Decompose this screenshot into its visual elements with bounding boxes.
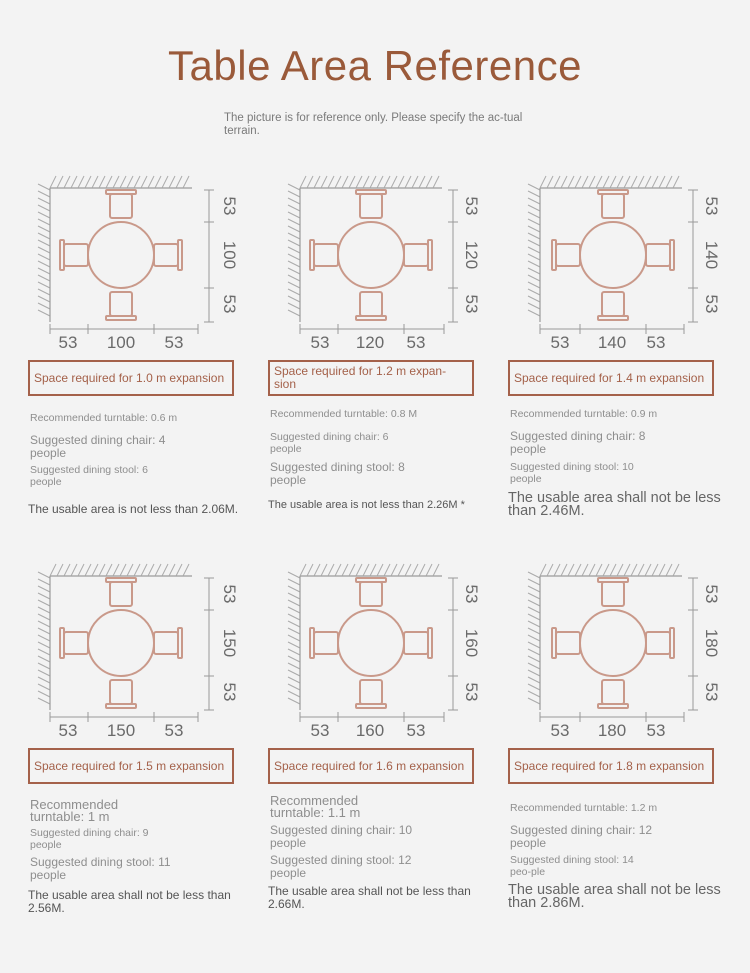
dim-middle: 160 (462, 628, 481, 658)
dim-middle: 150 (220, 628, 239, 658)
wall-hatching-left (528, 572, 540, 704)
wall-hatching-top (50, 176, 189, 188)
dim-center: 140 (597, 333, 627, 352)
stool-spec: Suggested dining stool: 11 people (30, 855, 171, 882)
turntable-spec: Recommended turntable: 0.6 m (30, 412, 178, 424)
wall-hatching-top (50, 564, 189, 576)
dim-top: 53 (220, 584, 239, 604)
stool-spec: Suggested dining stool: 8 people (270, 460, 405, 487)
dining-table-icon (310, 190, 432, 320)
space-required-label: Space required for 1.4 m expansion (508, 360, 714, 396)
stool-spec: Suggested dining stool: 14 peo-ple (510, 854, 634, 878)
floor-plan-diagram (508, 172, 723, 362)
chair-spec: Suggested dining chair: 6 people (270, 431, 389, 455)
dining-table-icon (60, 578, 182, 708)
wall-hatching-top (540, 564, 679, 576)
dim-center: 180 (597, 721, 627, 740)
dim-right: 53 (646, 721, 666, 740)
turntable-spec: Recommended turntable: 0.8 M (270, 408, 418, 420)
dining-table-icon (60, 190, 182, 320)
chair-spec: Suggested dining chair: 12 people (510, 823, 653, 850)
dim-bottom: 53 (220, 294, 239, 314)
stool-spec: Suggested dining stool: 10 people (510, 461, 634, 485)
dim-bottom: 53 (702, 294, 721, 314)
turntable-spec: Recommended turntable: 1.2 m (510, 802, 658, 814)
dining-table-icon (552, 190, 674, 320)
dim-right: 53 (164, 721, 184, 740)
dim-right: 53 (164, 333, 184, 352)
dim-bottom: 53 (702, 682, 721, 702)
floor-plan-diagram (28, 560, 243, 750)
wall-hatching-top (300, 564, 439, 576)
dim-right: 53 (406, 333, 426, 352)
stool-spec: Suggested dining stool: 12 people (270, 853, 412, 880)
turntable-spec: Recommended turntable: 1 m (30, 797, 119, 824)
turntable-spec: Recommended turntable: 1.1 m (270, 793, 361, 820)
usable-area: The usable area shall not be less than 2.56M. (28, 888, 231, 915)
dim-top: 53 (702, 584, 721, 604)
wall-hatching-left (288, 184, 300, 316)
dim-middle: 100 (220, 240, 239, 270)
chair-spec: Suggested dining chair: 9 people (30, 827, 149, 851)
dim-top: 53 (462, 196, 481, 216)
dim-right: 53 (646, 333, 666, 352)
dim-middle: 120 (462, 240, 481, 270)
dim-center: 100 (106, 333, 136, 352)
wall-hatching-top (300, 176, 439, 188)
dim-center: 160 (355, 721, 385, 740)
usable-area: The usable area shall not be less than 2.46M. (508, 490, 721, 519)
option-1-2m (268, 172, 483, 532)
option-1-4m (508, 172, 723, 532)
wall-hatching-left (38, 572, 50, 704)
wall-hatching-left (528, 184, 540, 316)
space-required-label: Space required for 1.0 m expansion (28, 360, 234, 396)
space-required-label: Space required for 1.2 m expan-sion (268, 360, 474, 396)
option-1-6m (268, 560, 483, 920)
option-1-0m (28, 172, 243, 532)
stool-spec: Suggested dining stool: 6 people (30, 464, 148, 488)
dim-left: 53 (58, 721, 78, 740)
option-1-5m (28, 560, 243, 920)
chair-spec: Suggested dining chair: 10 people (270, 823, 413, 850)
chair-spec: Suggested dining chair: 8 people (510, 429, 646, 456)
dim-middle: 180 (702, 628, 721, 658)
floor-plan-diagram (268, 560, 483, 750)
usable-area: The usable area shall not be less than 2.86M. (508, 882, 721, 911)
dim-center: 150 (106, 721, 136, 740)
dim-left: 53 (550, 721, 570, 740)
dim-top: 53 (462, 584, 481, 604)
dining-table-icon (552, 578, 674, 708)
wall-hatching-left (288, 572, 300, 704)
dim-left: 53 (310, 333, 330, 352)
floor-plan-diagram (508, 560, 723, 750)
dim-right: 53 (406, 721, 426, 740)
option-1-8m (508, 560, 723, 920)
page-title: Table Area Reference (168, 42, 582, 89)
usable-area: The usable area shall not be less than 2.66M. (268, 884, 471, 911)
dim-top: 53 (702, 196, 721, 216)
wall-hatching-left (38, 184, 50, 316)
chair-spec: Suggested dining chair: 4 people (30, 433, 166, 460)
dim-left: 53 (58, 333, 78, 352)
usable-area: The usable area is not less than 2.06M. (28, 502, 239, 516)
turntable-spec: Recommended turntable: 0.9 m (510, 408, 658, 420)
dim-bottom: 53 (220, 682, 239, 702)
dim-left: 53 (550, 333, 570, 352)
dim-top: 53 (220, 196, 239, 216)
dim-bottom: 53 (462, 294, 481, 314)
dim-middle: 140 (702, 240, 721, 270)
wall-hatching-top (540, 176, 679, 188)
reference-note: The picture is for reference only. Please specify the ac-tual terrain. (224, 112, 523, 137)
usable-area: The usable area is not less than 2.26M * (268, 499, 465, 511)
floor-plan-diagram (28, 172, 243, 362)
floor-plan-diagram (268, 172, 483, 362)
dining-table-icon (310, 578, 432, 708)
space-required-label: Space required for 1.5 m expansion (28, 748, 234, 784)
dim-bottom: 53 (462, 682, 481, 702)
space-required-label: Space required for 1.6 m expansion (268, 748, 474, 784)
space-required-label: Space required for 1.8 m expansion (508, 748, 714, 784)
dim-center: 120 (355, 333, 385, 352)
dim-left: 53 (310, 721, 330, 740)
